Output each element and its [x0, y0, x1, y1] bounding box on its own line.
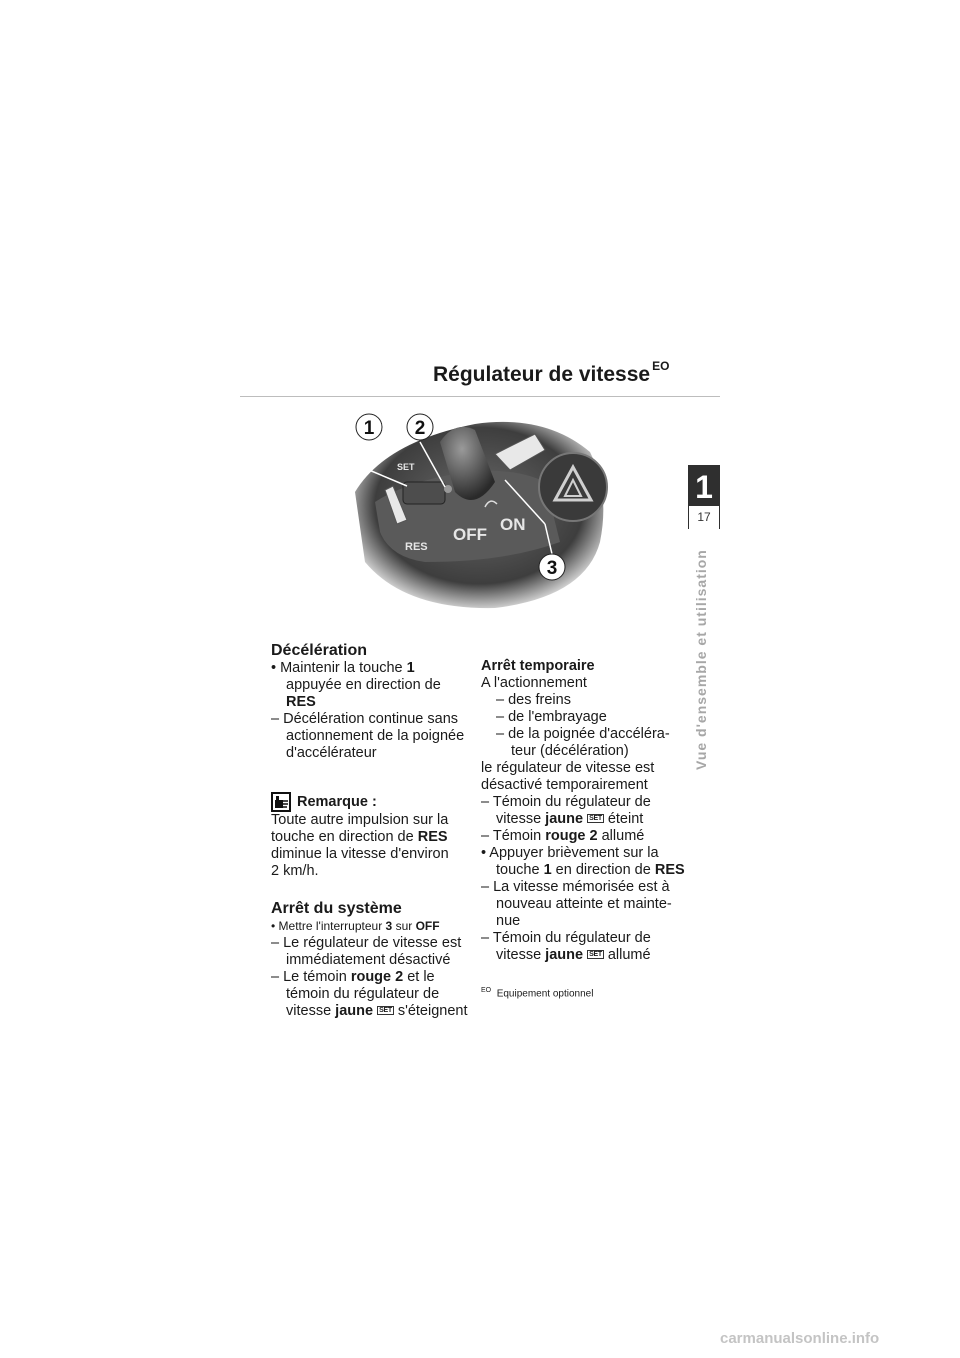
- set-indicator-icon: SET: [379, 1007, 392, 1014]
- off-label: OFF: [453, 525, 487, 544]
- list-item: • Mettre l'interrupteur 3 sur OFF: [271, 919, 440, 933]
- heading-deceleration: Décélération: [271, 642, 368, 659]
- watermark: carmanualsonline.info: [720, 1330, 880, 1347]
- list-item: – Témoin du régulateur de vitesse jaune SET éteint: [481, 794, 651, 827]
- list-item: • Maintenir la touche 1 appuyée en direction de RES: [271, 660, 441, 710]
- note-hand-icon: [271, 792, 291, 812]
- page-number: 17: [688, 506, 720, 529]
- note-line: Toute autre impulsion sur la: [271, 812, 449, 828]
- note-heading: Remarque :: [271, 792, 471, 812]
- list-item: • Appuyer brièvement sur la touche 1 en direction de RES: [481, 845, 685, 878]
- set-label: SET: [397, 462, 415, 472]
- note-line: 2 km/h.: [271, 863, 319, 879]
- page-title: Régulateur de vitesse $^{EO}$: [433, 359, 670, 386]
- list-item: – Décélération continue sans actionnement de la poignée d'accélérateur: [271, 711, 465, 761]
- title-divider: [240, 396, 720, 397]
- list-item: – de l'embrayage: [496, 709, 607, 725]
- title-superscript: EO: [652, 359, 670, 373]
- chapter-number: 1: [695, 469, 713, 505]
- cruise-control-photo: [345, 412, 610, 610]
- list-item: – Le témoin rouge 2 et le témoin du régulateur de vitesse jaune SET s'éteignent: [271, 969, 468, 1019]
- footnote: $^{EO}$ Equipement optionnel: [481, 987, 594, 1000]
- callout-3: 3: [546, 558, 558, 579]
- list-item: – des freins: [496, 692, 571, 708]
- heading-temporary-stop: Arrêt temporaire: [481, 658, 595, 674]
- res-label: RES: [405, 541, 428, 553]
- set-indicator-icon: SET: [589, 815, 602, 822]
- list-item: – de la poignée d'accéléra-teur (décélération): [496, 726, 670, 759]
- callout-2: 2: [414, 418, 426, 439]
- right-column: Arrêt temporaire A l'actionnement – des freins – de l'embrayage – de la poignée d'accéléra-teur (décélération) le régulateur de vitesse est désactivé temporairement – Témoin du régulateur de vitesse jaune SET éteint – Témoin rouge 2 allumé • Appuyer brièvement sur la touche 1 en direction de RES – La vitesse mémorisée est à nouveau atteinte et mainte-nue – Témoin du régulateur de vitesse jaune SET allumé $^{EO}$ Equipement optionnel: [481, 658, 686, 1002]
- note-line: touche en direction de RES: [271, 829, 448, 845]
- heading-system-stop: Arrêt du système: [271, 900, 402, 917]
- on-label: ON: [500, 515, 526, 534]
- list-item: – Témoin rouge 2 allumé: [481, 828, 645, 844]
- list-item: – Le régulateur de vitesse est immédiatement désactivé: [271, 935, 462, 968]
- list-item: – La vitesse mémorisée est à nouveau atteinte et mainte-nue: [481, 879, 672, 929]
- list-item: – Témoin du régulateur de vitesse jaune SET allumé: [481, 930, 651, 963]
- note-line: diminue la vitesse d'environ: [271, 846, 449, 862]
- section-title: Vue d'ensemble et utilisation: [693, 549, 709, 770]
- left-column: [271, 642, 471, 1020]
- callout-1: 1: [363, 418, 375, 439]
- set-indicator-icon: SET: [589, 951, 602, 958]
